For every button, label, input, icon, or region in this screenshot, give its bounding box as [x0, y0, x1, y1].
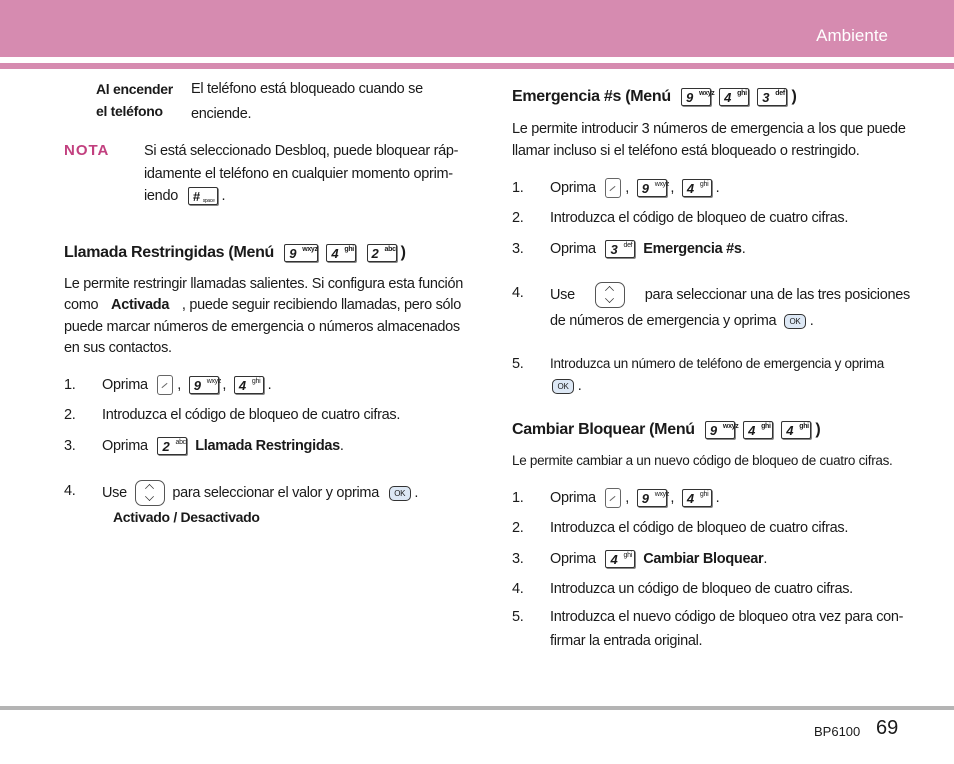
ok-key-icon: OK [552, 379, 574, 394]
note-line3-text: iendo [144, 188, 178, 204]
header-band [0, 0, 954, 57]
key-9-icon: 9 wxyz [189, 376, 219, 394]
change-step-5-cont: firmar la entrada original. [550, 633, 703, 649]
restricted-para-line3: puede marcar números de emergencia o números almacenados [64, 319, 460, 335]
step-number: 2. [512, 520, 524, 536]
step-1: Oprima , 9 wxyz , 4 ghi . [102, 377, 272, 394]
key-4-icon: 4 ghi [682, 179, 712, 197]
step-number: 3. [64, 438, 76, 454]
change-step-4: Introduzca un código de bloqueo de cuatro cifras. [550, 581, 853, 597]
emergency-step-5: Introduzca un número de teléfono de emergencia y oprima [550, 356, 884, 371]
change-lock-para: Le permite cambiar a un nuevo código de bloqueo de cuatro cifras. [512, 453, 893, 468]
step-3: Oprima 2 abc Llamada Restringidas. [102, 438, 344, 455]
key-9-icon: 9 wxyz [637, 179, 667, 197]
key-2-icon: 2 abc [367, 244, 397, 262]
restricted-heading: Llamada Restringidas (Menú 9 wxyz 4 ghi 2 abc ) [64, 244, 406, 262]
power-on-desc-line1: El teléfono está bloqueado cuando se [191, 81, 423, 97]
section-title: Ambiente [816, 26, 888, 45]
key-4-icon: 4 ghi [719, 88, 749, 106]
emergency-heading: Emergencia #s (Menú 9 wxyz 4 ghi 3 def ) [512, 88, 797, 106]
key-2-icon: 2 abc [157, 437, 187, 455]
restricted-para-line1: Le permite restringir llamadas salientes. Si configura esta función [64, 276, 463, 292]
step-2: Introduzca el código de bloqueo de cuatro cifras. [102, 407, 401, 423]
key-9-icon: 9 wxyz [705, 421, 735, 439]
key-4-icon: 4 ghi [234, 376, 264, 394]
step-number: 4. [64, 483, 76, 499]
step-4: Use para seleccionar el valor y oprima OK . [102, 480, 418, 506]
emergency-step-5-cont: OK . [552, 375, 581, 397]
step-number: 4. [512, 581, 524, 597]
step-number: 1. [512, 180, 524, 196]
change-step-3: Oprima 4 ghi Cambiar Bloquear. [550, 551, 768, 568]
key-4-icon: 4 ghi [605, 550, 635, 568]
key-4-icon: 4 ghi [682, 489, 712, 507]
left-soft-key-icon [605, 488, 621, 508]
key-3-icon: 3 def [605, 240, 635, 258]
change-lock-heading: Cambiar Bloquear (Menú 9 wxyz 4 ghi 4 ghi ) [512, 421, 821, 439]
step-number: 5. [512, 609, 524, 625]
key-9-icon: 9 wxyz [681, 88, 711, 106]
emergency-para-line1: Le permite introducir 3 números de emergencia a los que puede [512, 121, 906, 137]
step-number: 5. [512, 356, 524, 372]
note-line1: Si está seleccionado Desbloq, puede bloquear ráp- [144, 143, 459, 159]
page-number: 69 [876, 717, 899, 739]
step-number: 1. [512, 490, 524, 506]
change-step-1: Oprima , 9 wxyz , 4 ghi . [550, 490, 720, 507]
key-4-icon: 4 ghi [326, 244, 356, 262]
key-3-icon: 3 def [757, 88, 787, 106]
hash-key-icon: # space [188, 187, 218, 205]
emergency-para-line2: llamar incluso si el teléfono está bloqueado o restringido. [512, 143, 860, 159]
period: . [221, 188, 226, 204]
emergency-step-4: Use para seleccionar una de las tres posiciones [550, 282, 910, 308]
step-number: 3. [512, 241, 524, 257]
step-number: 1. [64, 377, 76, 393]
emergency-step-4-cont: de números de emergencia y oprima OK . [550, 313, 814, 329]
left-soft-key-icon [605, 178, 621, 198]
key-9-icon: 9 wxyz [284, 244, 318, 262]
ok-key-icon: OK [389, 486, 411, 501]
emergency-step-1: Oprima , 9 wxyz , 4 ghi . [550, 180, 720, 197]
footer-divider [0, 706, 954, 710]
model-name: BP6100 [814, 724, 861, 739]
change-step-2: Introduzca el código de bloqueo de cuatro cifras. [550, 520, 849, 536]
note-label: NOTA [64, 142, 110, 159]
key-4-icon: 4 ghi [743, 421, 773, 439]
restricted-para-line4: en sus contactos. [64, 340, 172, 356]
step-number: 3. [512, 551, 524, 567]
left-soft-key-icon [157, 375, 173, 395]
step-number: 4. [512, 285, 524, 301]
options-text: Activado / Desactivado [113, 509, 260, 525]
note-line3 [144, 185, 225, 207]
step-number: 2. [512, 210, 524, 226]
emergency-step-3: Oprima 3 def Emergencia #s. [550, 241, 746, 258]
key-9-icon: 9 wxyz [637, 489, 667, 507]
power-on-desc-line2: enciende. [191, 106, 252, 122]
power-on-label-line1: Al encender [96, 81, 173, 97]
navigation-key-icon [135, 480, 165, 506]
key-4-icon: 4 ghi [781, 421, 811, 439]
restricted-para-line2: como Activada , puede seguir recibiendo llamadas, pero sólo [64, 297, 461, 313]
power-on-label-line2: el teléfono [96, 103, 163, 119]
header-divider [0, 63, 954, 69]
ok-key-icon: OK [784, 314, 806, 329]
note-line2: idamente el teléfono en cualquier momento oprim- [144, 166, 453, 182]
emergency-step-2: Introduzca el código de bloqueo de cuatro cifras. [550, 210, 849, 226]
navigation-key-icon [595, 282, 625, 308]
step-number: 2. [64, 407, 76, 423]
change-step-5: Introduzca el nuevo código de bloqueo otra vez para con- [550, 609, 904, 625]
